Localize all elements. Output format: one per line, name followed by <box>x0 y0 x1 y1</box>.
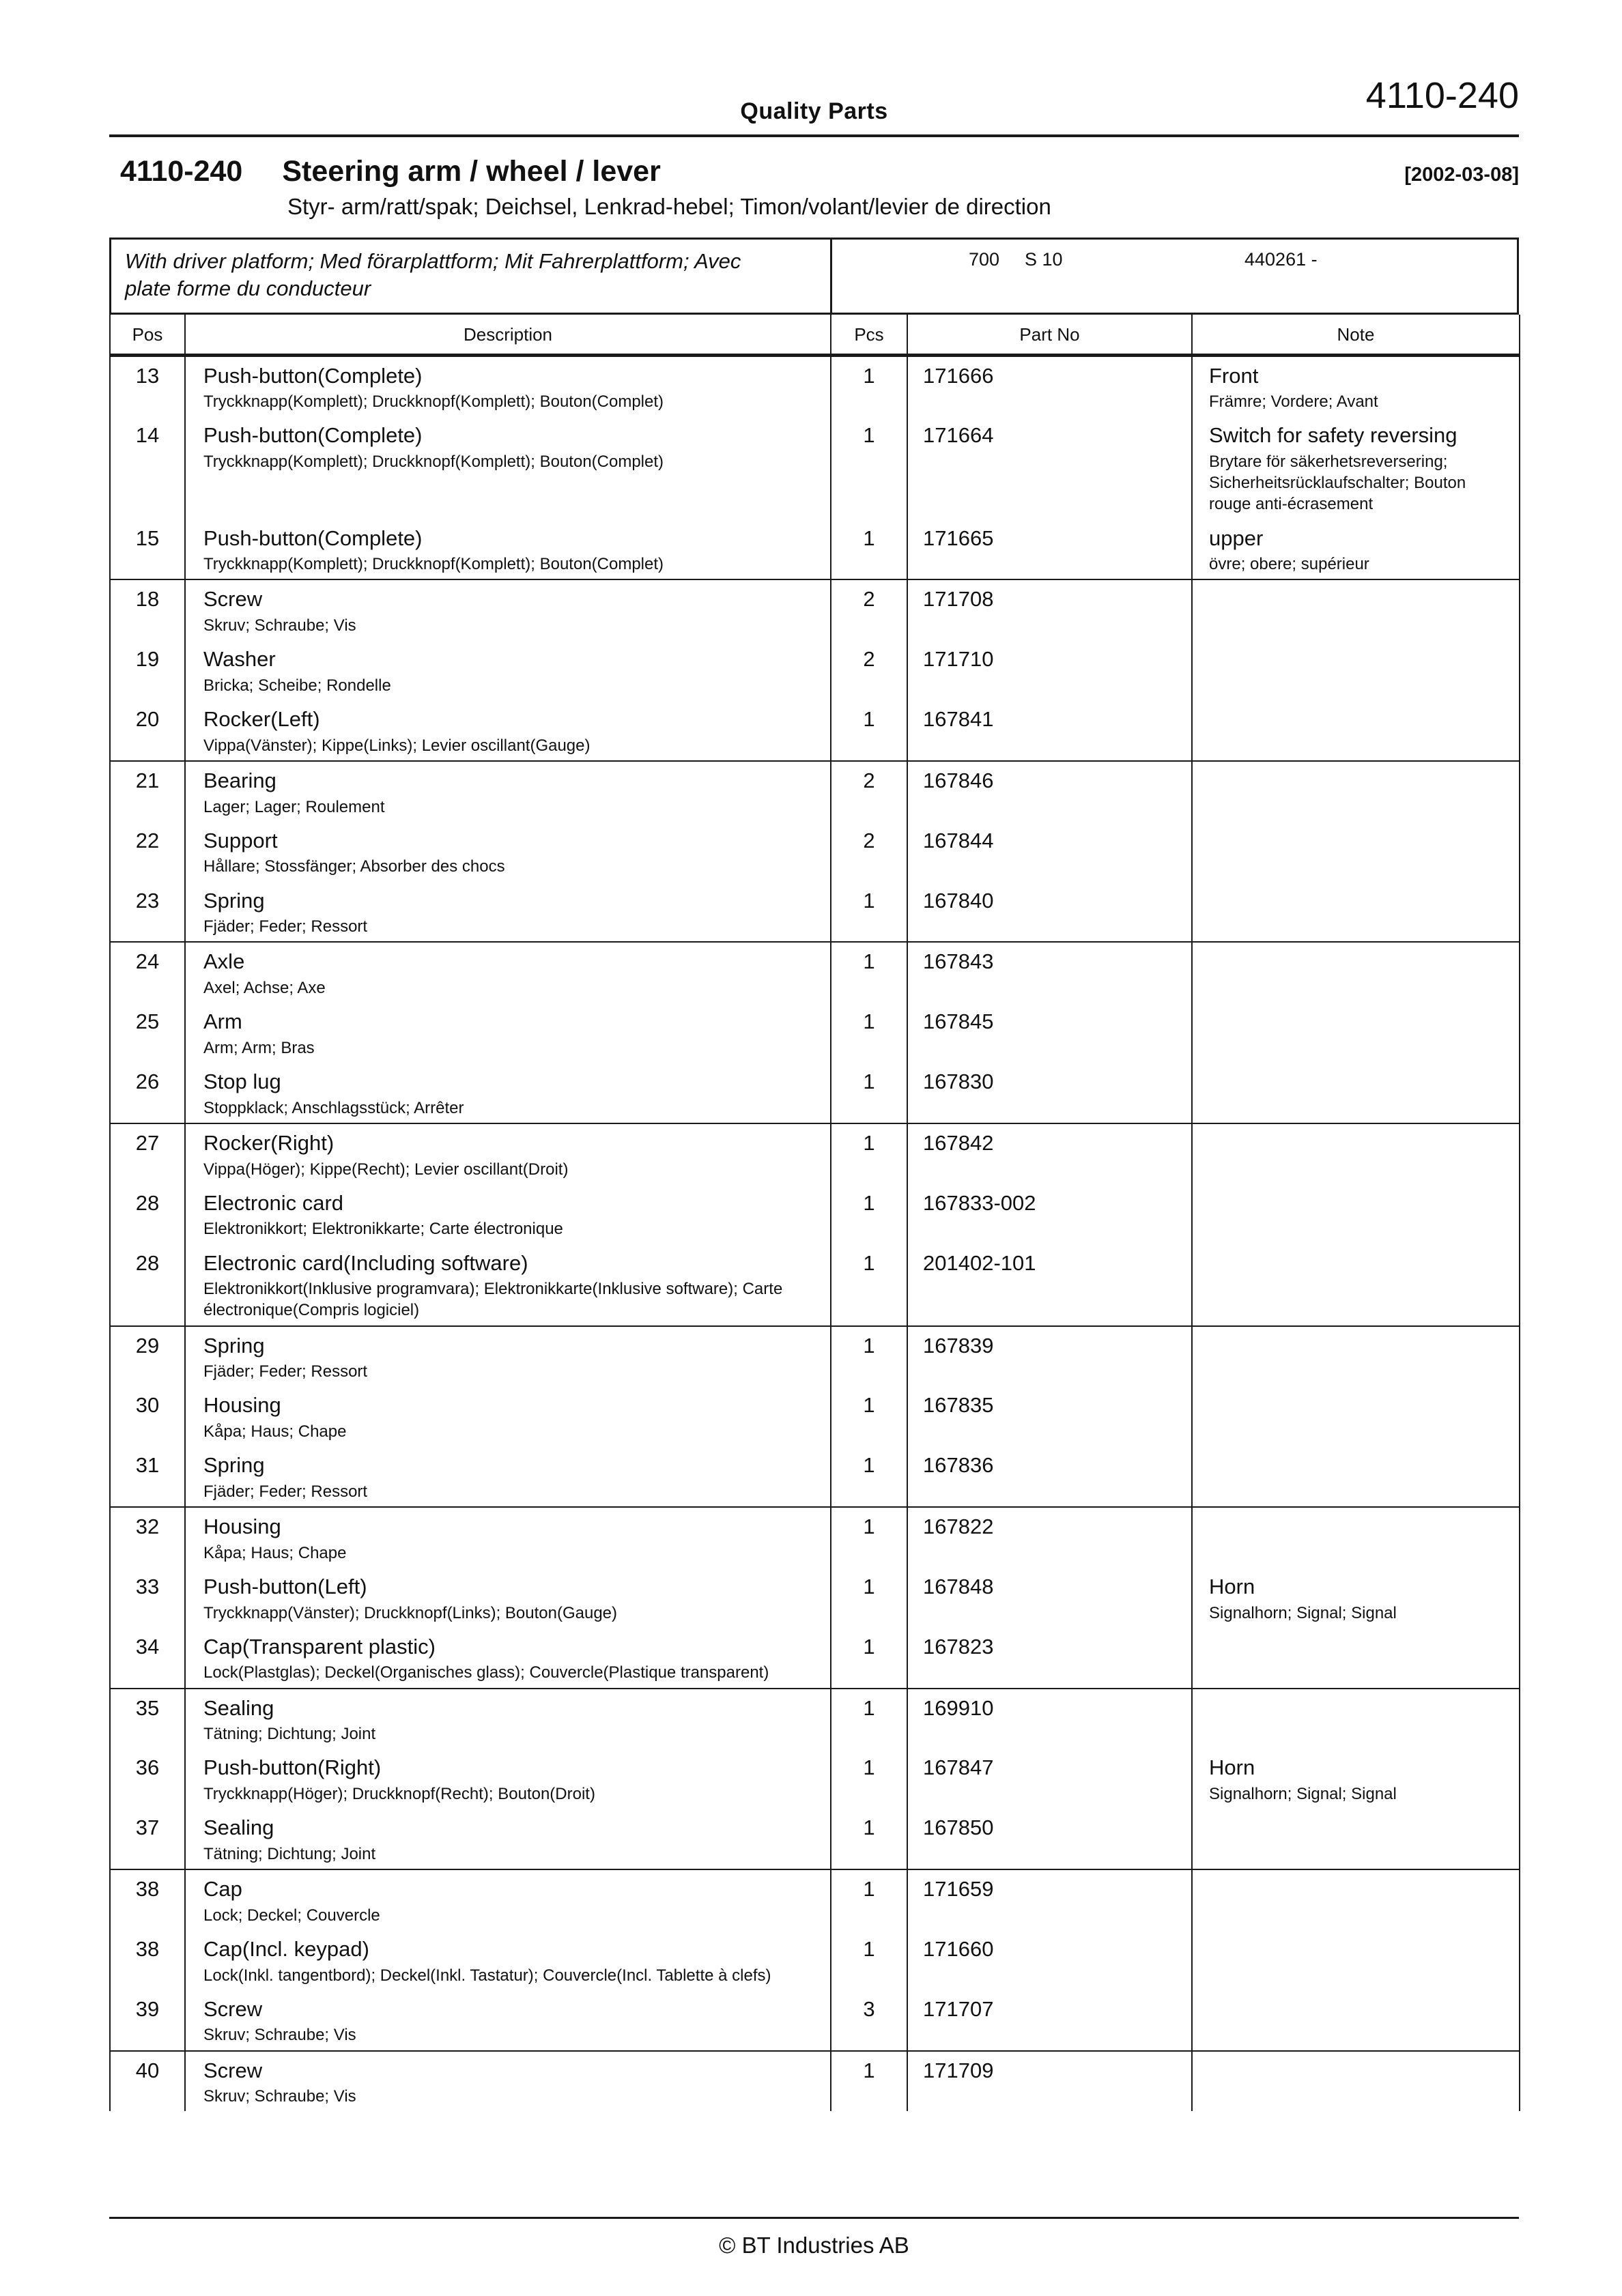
note-translations: Signalhorn; Signal; Signal <box>1209 1785 1397 1804</box>
page-footer <box>109 2217 1519 2258</box>
description-translations: Tryckknapp(Komplett); Druckknopf(Komplett); Bouton(Complet) <box>203 453 664 472</box>
pcs-cell: 1 <box>831 519 907 580</box>
note-cell <box>1192 1184 1520 1244</box>
note-cell <box>1192 761 1520 822</box>
parts-group <box>110 579 1520 760</box>
note-translations: Signalhorn; Signal; Signal <box>1209 1603 1397 1622</box>
pos-cell: 22 <box>110 822 185 882</box>
part-no-cell: 167841 <box>907 700 1192 761</box>
part-no-cell: 167835 <box>907 1386 1192 1446</box>
note-cell <box>1192 1446 1520 1507</box>
table-row <box>110 1749 1520 1809</box>
part-no-cell: 167822 <box>907 1507 1192 1568</box>
note-cell <box>1192 1386 1520 1446</box>
pos-cell: 32 <box>110 1507 185 1568</box>
description-translations: Lock(Plastglas); Deckel(Organisches glass); Couvercle(Plastique transparent) <box>203 1663 769 1682</box>
part-no-cell: 167842 <box>907 1123 1192 1184</box>
description-cell <box>185 1123 831 1184</box>
pos-cell: 40 <box>110 2051 185 2112</box>
pos-cell: 29 <box>110 1326 185 1387</box>
table-row <box>110 1326 1520 1387</box>
table-header-row <box>110 315 1520 356</box>
description-cell <box>185 942 831 1003</box>
description-cell <box>185 1184 831 1244</box>
pos-cell: 30 <box>110 1386 185 1446</box>
table-row <box>110 1386 1520 1446</box>
description-cell <box>185 882 831 943</box>
description-main: Push-button(Right) <box>203 1755 382 1780</box>
description-main: Screw <box>203 2058 263 2082</box>
pcs-cell: 1 <box>831 1689 907 1749</box>
pcs-cell: 2 <box>831 640 907 700</box>
doc-number-header: 4110-240 <box>1365 75 1519 116</box>
pos-cell: 33 <box>110 1568 185 1628</box>
variant-info-box <box>109 238 1519 315</box>
description-main: Housing <box>203 1393 281 1418</box>
pos-cell: 24 <box>110 942 185 1003</box>
description-main: Push-button(Complete) <box>203 526 423 550</box>
note-cell <box>1192 882 1520 943</box>
part-no-cell: 171665 <box>907 519 1192 580</box>
description-main: Washer <box>203 647 276 672</box>
part-no-cell: 167843 <box>907 942 1192 1003</box>
pos-cell: 21 <box>110 761 185 822</box>
part-no-cell: 201402-101 <box>907 1244 1192 1326</box>
table-row <box>110 1507 1520 1568</box>
part-no-cell: 171709 <box>907 2051 1192 2112</box>
description-translations: Skruv; Schraube; Vis <box>203 2087 356 2106</box>
note-translations: övre; obere; supérieur <box>1209 555 1369 574</box>
description-cell <box>185 640 831 700</box>
part-no-cell: 167846 <box>907 761 1192 822</box>
note-cell <box>1192 1809 1520 1869</box>
table-row <box>110 1809 1520 1869</box>
note-cell <box>1192 1063 1520 1123</box>
title-number: 4110-240 <box>120 155 243 188</box>
page-content <box>109 0 1519 2111</box>
revision-date: [2002-03-08] <box>1404 164 1519 186</box>
table-row <box>110 761 1520 822</box>
parts-group <box>110 355 1520 579</box>
table-row <box>110 1869 1520 1930</box>
note-main: Switch for safety reversing <box>1209 423 1457 448</box>
page-title: Steering arm / wheel / lever <box>282 155 661 188</box>
copyright-text: © BT Industries AB <box>719 2233 909 2258</box>
note-cell <box>1192 1628 1520 1689</box>
pos-cell: 28 <box>110 1244 185 1326</box>
part-no-cell: 171660 <box>907 1930 1192 1990</box>
note-translations: Brytare för säkerhetsreversering; Sicherheitsrücklaufschalter; Bouton rouge anti-écrasement <box>1209 453 1466 514</box>
serial-range: 440261 - <box>1244 249 1318 270</box>
table-row <box>110 1063 1520 1123</box>
pos-cell: 25 <box>110 1003 185 1063</box>
page-header <box>109 0 1519 137</box>
description-main: Bearing <box>203 768 276 792</box>
part-no-cell: 171707 <box>907 1990 1192 2051</box>
col-header-description: Description <box>185 315 831 356</box>
pcs-cell: 1 <box>831 1123 907 1184</box>
table-row <box>110 1990 1520 2051</box>
pcs-cell: 1 <box>831 1568 907 1628</box>
note-cell <box>1192 1507 1520 1568</box>
parts-group <box>110 2051 1520 2112</box>
part-no-cell: 167844 <box>907 822 1192 882</box>
pcs-cell: 1 <box>831 1628 907 1689</box>
description-translations: Elektronikkort(Inklusive programvara); Elektronikkarte(Inklusive software); Carte électronique(Compris logiciel) <box>203 1280 783 1320</box>
pos-cell: 35 <box>110 1689 185 1749</box>
note-cell <box>1192 1749 1520 1809</box>
pos-cell: 28 <box>110 1184 185 1244</box>
description-translations: Fjäder; Feder; Ressort <box>203 1362 368 1381</box>
description-cell <box>185 1689 831 1749</box>
note-cell <box>1192 579 1520 640</box>
part-no-cell: 171708 <box>907 579 1192 640</box>
table-row <box>110 822 1520 882</box>
part-no-cell: 167840 <box>907 882 1192 943</box>
description-translations: Tätning; Dichtung; Joint <box>203 1725 376 1744</box>
part-no-cell: 167836 <box>907 1446 1192 1507</box>
description-translations: Tryckknapp(Komplett); Druckknopf(Komplett); Bouton(Complet) <box>203 555 664 574</box>
description-cell <box>185 416 831 519</box>
pos-cell: 20 <box>110 700 185 761</box>
table-row <box>110 1689 1520 1749</box>
pcs-cell: 2 <box>831 579 907 640</box>
pcs-cell: 1 <box>831 882 907 943</box>
description-cell <box>185 1507 831 1568</box>
table-row <box>110 1628 1520 1689</box>
note-main: Horn <box>1209 1574 1255 1598</box>
col-header-note: Note <box>1192 315 1520 356</box>
part-no-cell: 167850 <box>907 1809 1192 1869</box>
description-main: Sealing <box>203 1695 274 1720</box>
description-translations: Tryckknapp(Höger); Druckknopf(Recht); Bouton(Droit) <box>203 1785 595 1804</box>
table-row <box>110 579 1520 640</box>
parts-group <box>110 1123 1520 1326</box>
pcs-cell: 1 <box>831 355 907 416</box>
description-translations: Lock(Inkl. tangentbord); Deckel(Inkl. Tastatur); Couvercle(Incl. Tablette à clefs) <box>203 1966 771 1985</box>
note-cell <box>1192 1326 1520 1387</box>
pcs-cell: 2 <box>831 822 907 882</box>
part-no-cell: 167823 <box>907 1628 1192 1689</box>
description-main: Support <box>203 828 278 852</box>
pos-cell: 19 <box>110 640 185 700</box>
description-main: Spring <box>203 1453 265 1478</box>
description-translations: Tryckknapp(Vänster); Druckknopf(Links); Bouton(Gauge) <box>203 1603 618 1622</box>
variant-description: With driver platform; Med förarplattform; Mit Fahrerplattform; Avec plate forme du conducteur <box>111 240 832 313</box>
table-row <box>110 1930 1520 1990</box>
pcs-cell: 1 <box>831 416 907 519</box>
note-cell <box>1192 640 1520 700</box>
variant-codes <box>832 240 1517 313</box>
note-cell <box>1192 416 1520 519</box>
description-main: Axle <box>203 949 245 974</box>
description-cell <box>185 355 831 416</box>
description-translations: Skruv; Schraube; Vis <box>203 2026 356 2045</box>
pos-cell: 38 <box>110 1930 185 1990</box>
description-cell <box>185 1326 831 1387</box>
pcs-cell: 1 <box>831 1003 907 1063</box>
pcs-cell: 1 <box>831 1244 907 1326</box>
pos-cell: 31 <box>110 1446 185 1507</box>
description-main: Cap <box>203 1877 242 1902</box>
description-cell <box>185 1809 831 1869</box>
description-main: Spring <box>203 1333 265 1358</box>
title-row <box>109 155 1519 188</box>
description-cell <box>185 1568 831 1628</box>
table-row <box>110 882 1520 943</box>
model-code: 700 <box>969 249 1000 270</box>
description-translations: Vippa(Höger); Kippe(Recht); Levier oscillant(Droit) <box>203 1160 569 1179</box>
description-translations: Tätning; Dichtung; Joint <box>203 1844 376 1863</box>
description-main: Arm <box>203 1009 242 1034</box>
pcs-cell: 1 <box>831 1446 907 1507</box>
pcs-cell: 3 <box>831 1990 907 2051</box>
pcs-cell: 1 <box>831 700 907 761</box>
pos-cell: 34 <box>110 1628 185 1689</box>
pcs-cell: 1 <box>831 1326 907 1387</box>
description-main: Sealing <box>203 1816 274 1840</box>
part-no-cell: 171664 <box>907 416 1192 519</box>
part-no-cell: 171666 <box>907 355 1192 416</box>
description-translations: Kåpa; Haus; Chape <box>203 1543 347 1562</box>
description-main: Push-button(Left) <box>203 1574 367 1598</box>
pos-cell: 38 <box>110 1869 185 1930</box>
note-cell <box>1192 355 1520 416</box>
pos-cell: 15 <box>110 519 185 580</box>
pos-cell: 36 <box>110 1749 185 1809</box>
pcs-cell: 1 <box>831 1386 907 1446</box>
pcs-cell: 1 <box>831 1063 907 1123</box>
description-cell <box>185 1930 831 1990</box>
pcs-cell: 1 <box>831 1184 907 1244</box>
description-main: Housing <box>203 1515 281 1539</box>
parts-group <box>110 1869 1520 2050</box>
part-no-cell: 167830 <box>907 1063 1192 1123</box>
pcs-cell: 1 <box>831 1749 907 1809</box>
note-cell <box>1192 1123 1520 1184</box>
description-cell <box>185 1244 831 1326</box>
pcs-cell: 1 <box>831 1507 907 1568</box>
description-translations: Kåpa; Haus; Chape <box>203 1422 347 1441</box>
pos-cell: 23 <box>110 882 185 943</box>
table-row <box>110 1568 1520 1628</box>
description-cell <box>185 700 831 761</box>
pos-cell: 27 <box>110 1123 185 1184</box>
description-main: Screw <box>203 587 263 612</box>
parts-group <box>110 1507 1520 1688</box>
note-cell <box>1192 1869 1520 1930</box>
description-main: Rocker(Right) <box>203 1130 335 1155</box>
description-main: Rocker(Left) <box>203 707 320 732</box>
description-main: Screw <box>203 1996 263 2021</box>
note-cell <box>1192 942 1520 1003</box>
pos-cell: 39 <box>110 1990 185 2051</box>
description-cell <box>185 579 831 640</box>
part-no-cell: 167839 <box>907 1326 1192 1387</box>
col-header-pos: Pos <box>110 315 185 356</box>
description-translations: Vippa(Vänster); Kippe(Links); Levier oscillant(Gauge) <box>203 736 591 755</box>
note-translations: Främre; Vordere; Avant <box>1209 392 1378 412</box>
description-translations: Lock; Deckel; Couvercle <box>203 1906 380 1925</box>
part-no-cell: 171710 <box>907 640 1192 700</box>
pcs-cell: 1 <box>831 1869 907 1930</box>
description-translations: Stoppklack; Anschlagsstück; Arrêter <box>203 1098 464 1117</box>
table-row <box>110 1003 1520 1063</box>
parts-group <box>110 1689 1520 1869</box>
note-main: upper <box>1209 526 1264 550</box>
description-cell <box>185 1003 831 1063</box>
description-translations: Arm; Arm; Bras <box>203 1038 315 1057</box>
description-cell <box>185 1990 831 2051</box>
table-row <box>110 700 1520 761</box>
description-translations: Fjäder; Feder; Ressort <box>203 917 368 936</box>
table-row <box>110 1184 1520 1244</box>
series-code: S 10 <box>1025 249 1063 270</box>
description-cell <box>185 1446 831 1507</box>
note-cell <box>1192 1689 1520 1749</box>
description-translations: Axel; Achse; Axe <box>203 979 326 998</box>
title-translations: Styr- arm/ratt/spak; Deichsel, Lenkrad-hebel; Timon/volant/levier de direction <box>287 194 1051 219</box>
description-main: Cap(Incl. keypad) <box>203 1936 369 1961</box>
note-cell <box>1192 2051 1520 2112</box>
pos-cell: 26 <box>110 1063 185 1123</box>
pcs-cell: 2 <box>831 761 907 822</box>
description-translations: Bricka; Scheibe; Rondelle <box>203 676 391 695</box>
table-row <box>110 640 1520 700</box>
part-no-cell: 169910 <box>907 1689 1192 1749</box>
description-main: Spring <box>203 888 265 913</box>
title-block <box>109 155 1519 220</box>
part-no-cell: 167848 <box>907 1568 1192 1628</box>
parts-group <box>110 942 1520 1123</box>
pos-cell: 13 <box>110 355 185 416</box>
description-cell <box>185 761 831 822</box>
note-main: Front <box>1209 363 1259 388</box>
description-translations: Hållare; Stossfänger; Absorber des chocs <box>203 857 505 876</box>
description-cell <box>185 519 831 580</box>
table-row <box>110 355 1520 416</box>
pos-cell: 18 <box>110 579 185 640</box>
brand-title: Quality Parts <box>740 98 888 124</box>
description-cell <box>185 1386 831 1446</box>
description-main: Push-button(Complete) <box>203 363 423 388</box>
description-cell <box>185 822 831 882</box>
description-main: Electronic card(Including software) <box>203 1250 528 1275</box>
note-cell <box>1192 700 1520 761</box>
note-cell <box>1192 1244 1520 1326</box>
table-row <box>110 942 1520 1003</box>
note-cell <box>1192 1003 1520 1063</box>
pos-cell: 37 <box>110 1809 185 1869</box>
parts-group <box>110 761 1520 942</box>
note-main: Horn <box>1209 1755 1255 1780</box>
table-header <box>110 315 1520 356</box>
table-row <box>110 1446 1520 1507</box>
note-cell <box>1192 1990 1520 2051</box>
description-cell <box>185 1869 831 1930</box>
part-no-cell: 167847 <box>907 1749 1192 1809</box>
table-row <box>110 2051 1520 2112</box>
parts-table <box>109 315 1520 2112</box>
note-cell <box>1192 822 1520 882</box>
note-cell <box>1192 1930 1520 1990</box>
part-no-cell: 171659 <box>907 1869 1192 1930</box>
pcs-cell: 1 <box>831 942 907 1003</box>
description-main: Push-button(Complete) <box>203 423 423 448</box>
table-row <box>110 519 1520 580</box>
part-no-cell: 167833-002 <box>907 1184 1192 1244</box>
pcs-cell: 1 <box>831 1809 907 1869</box>
pos-cell: 14 <box>110 416 185 519</box>
table-row <box>110 1123 1520 1184</box>
description-translations: Elektronikkort; Elektronikkarte; Carte électronique <box>203 1220 563 1239</box>
parts-group <box>110 1326 1520 1507</box>
description-translations: Skruv; Schraube; Vis <box>203 616 356 635</box>
pcs-cell: 1 <box>831 2051 907 2112</box>
description-cell <box>185 1063 831 1123</box>
table-row <box>110 1244 1520 1326</box>
description-main: Stop lug <box>203 1070 281 1094</box>
pcs-cell: 1 <box>831 1930 907 1990</box>
description-main: Cap(Transparent plastic) <box>203 1634 436 1659</box>
table-row <box>110 416 1520 519</box>
col-header-part-no: Part No <box>907 315 1192 356</box>
note-cell <box>1192 1568 1520 1628</box>
part-no-cell: 167845 <box>907 1003 1192 1063</box>
description-cell <box>185 1628 831 1689</box>
description-cell <box>185 1749 831 1809</box>
col-header-pcs: Pcs <box>831 315 907 356</box>
description-translations: Lager; Lager; Roulement <box>203 797 385 816</box>
description-main: Electronic card <box>203 1190 344 1215</box>
description-translations: Tryckknapp(Komplett); Druckknopf(Komplett); Bouton(Complet) <box>203 392 664 412</box>
note-cell <box>1192 519 1520 580</box>
description-cell <box>185 2051 831 2112</box>
description-translations: Fjäder; Feder; Ressort <box>203 1482 368 1501</box>
